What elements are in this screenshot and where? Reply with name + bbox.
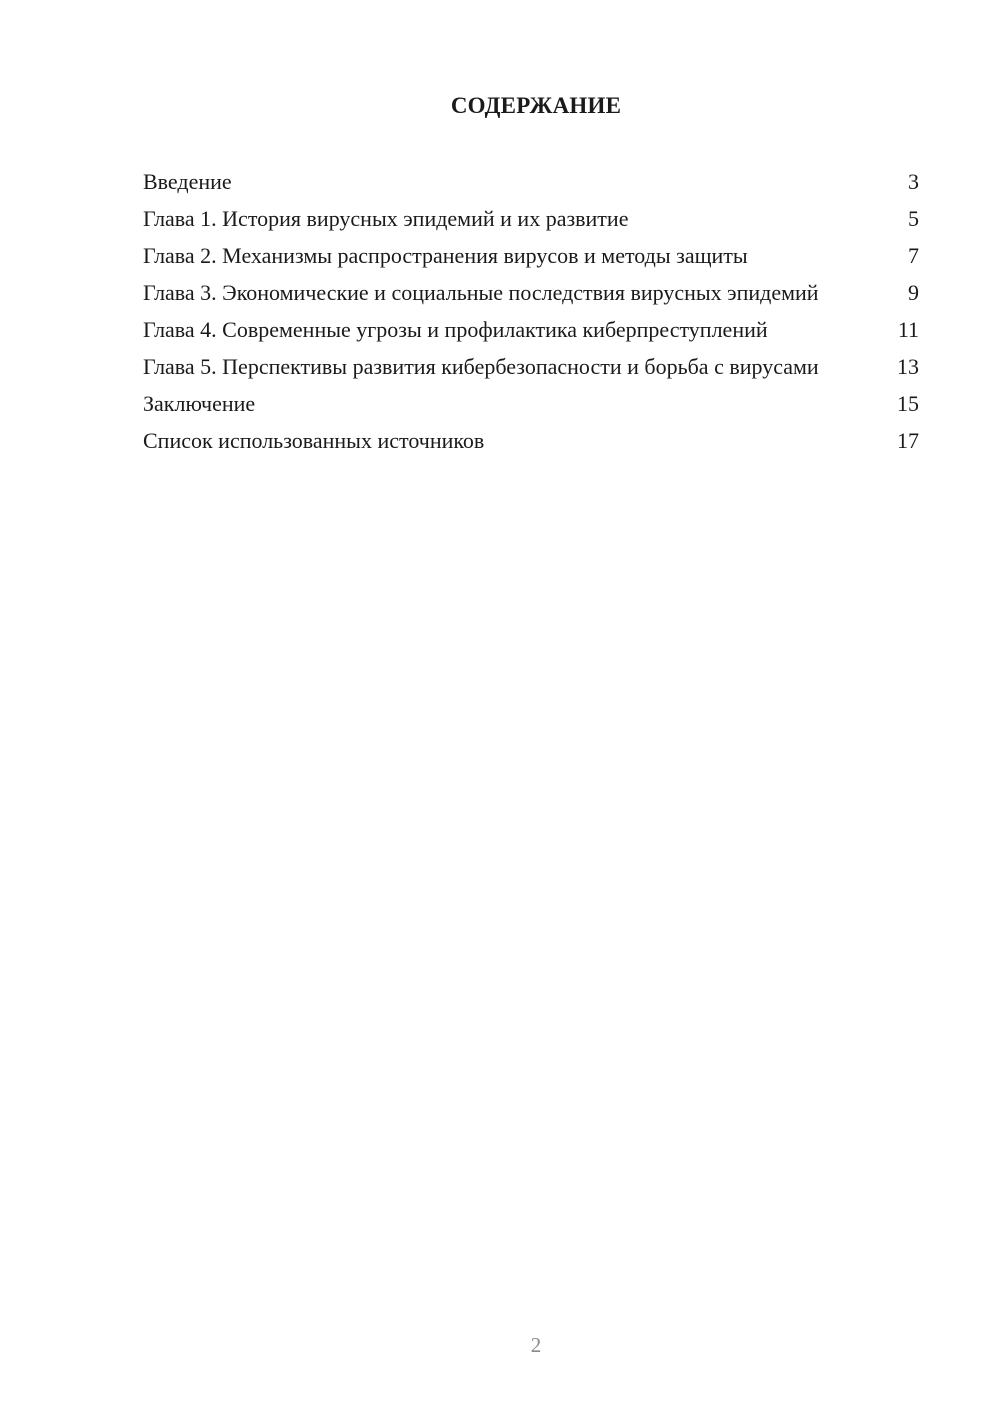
toc-entry-conclusion: [143, 390, 919, 417]
toc-entry-page: 11: [897, 317, 919, 342]
toc-entry-title: Список использованных источников: [143, 428, 485, 453]
toc-entry-chapter-1: [143, 205, 919, 232]
toc-entry-page: 13: [897, 354, 919, 379]
toc-entry-page: 15: [897, 391, 919, 416]
toc-entry-title: Глава 1. История вирусных эпидемий и их развитие: [143, 206, 629, 231]
toc-entry-title: Заключение: [143, 391, 256, 416]
toc-entry-title: Глава 5. Перспективы развития кибербезопасности и борьба с вирусами: [143, 354, 819, 379]
toc-entry-chapter-4: [143, 316, 919, 343]
toc-entry-chapter-2: [143, 242, 919, 269]
toc-entry-page: 3: [908, 169, 919, 194]
table-of-contents: [143, 168, 919, 464]
toc-entry-references: [143, 427, 919, 454]
toc-entry-chapter-5: [143, 353, 919, 380]
toc-entry-title: Введение: [143, 169, 232, 194]
toc-entry-page: 7: [908, 243, 919, 268]
toc-entry-introduction: [143, 168, 919, 195]
toc-entry-title: Глава 4. Современные угрозы и профилактика киберпреступлений: [143, 317, 768, 342]
toc-entry-chapter-3: [143, 279, 919, 306]
toc-entry-title: Глава 2. Механизмы распространения вирусов и методы защиты: [143, 243, 748, 268]
toc-entry-page: 17: [897, 428, 919, 453]
toc-entry-title: Глава 3. Экономические и социальные последствия вирусных эпидемий: [143, 280, 819, 305]
page-number: 2: [530, 1333, 542, 1357]
toc-entry-page: 5: [908, 206, 919, 231]
toc-heading: СОДЕРЖАНИЕ: [450, 93, 622, 118]
toc-entry-page: 9: [908, 280, 919, 305]
